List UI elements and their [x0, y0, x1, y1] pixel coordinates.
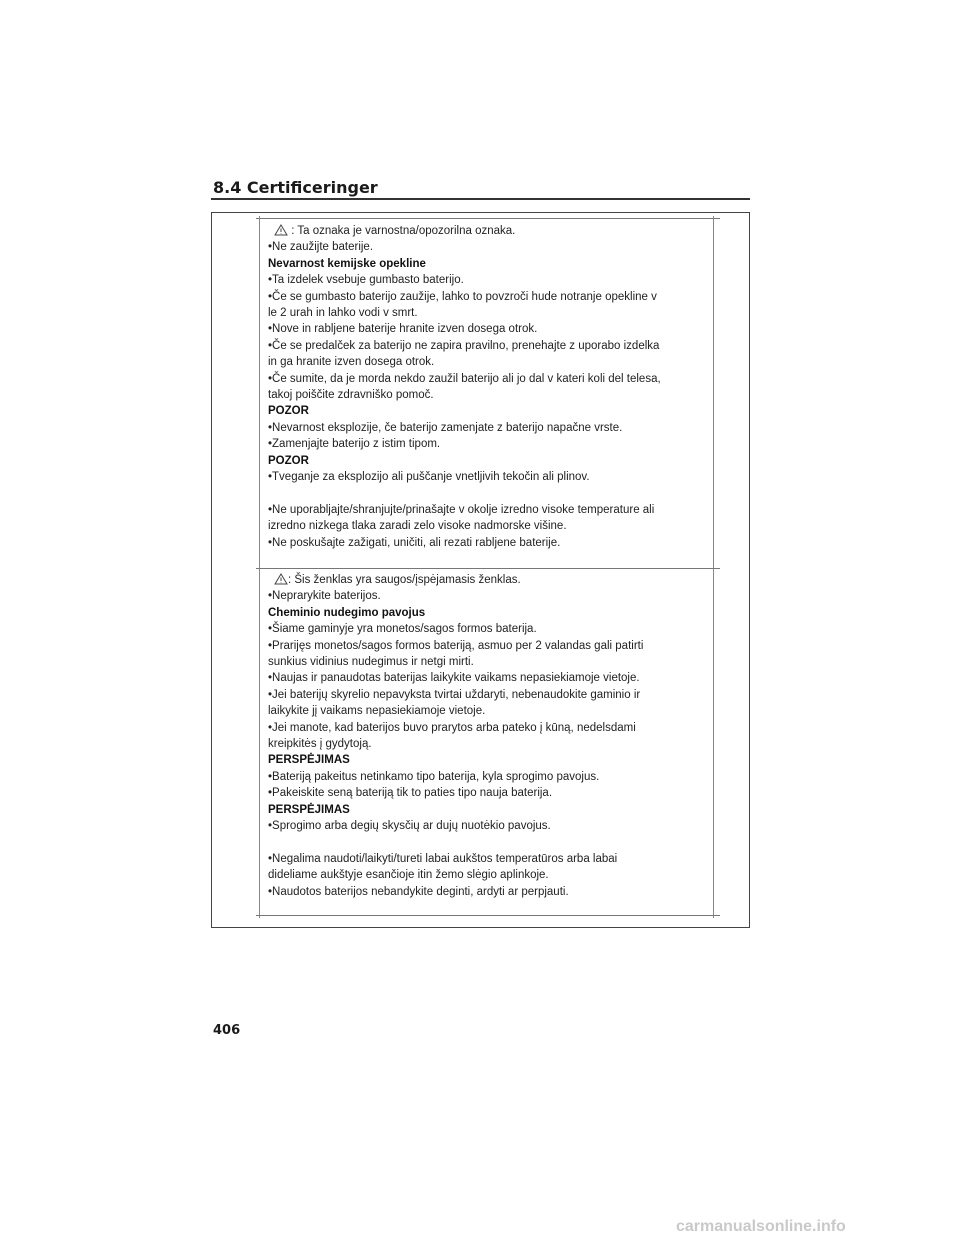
warning-line-text: •Če se predalček za baterijo ne zapira pravilno, prenehajte z uporabo izdelka	[268, 339, 660, 352]
warning-line-text: •Naudotos baterijos nebandykite deginti, ardyti ar perpjauti.	[268, 885, 569, 898]
warning-line	[268, 884, 643, 900]
warning-line	[268, 289, 661, 305]
warning-line	[268, 518, 661, 534]
spacer	[268, 486, 661, 502]
warning-line	[268, 572, 643, 588]
warning-line	[268, 851, 643, 867]
watermark: carmanualsonline.info	[676, 1218, 846, 1235]
warning-line-text: •Bateriją pakeitus netinkamo tipo baterija, kyla sprogimo pavojus.	[268, 770, 600, 783]
warning-line-text: •Neprarykite baterijos.	[268, 590, 381, 603]
warning-line	[268, 638, 643, 654]
warning-line-text: •Sprogimo arba degių skysčių ar dujų nuotėkio pavojus.	[268, 820, 551, 833]
table-top-line	[256, 218, 720, 219]
warning-line-text: •Tveganje za eksplozijo ali puščanje vnetljivih tekočin ali plinov.	[268, 471, 590, 484]
section-title: 8.4 Certificeringer	[213, 178, 378, 197]
warning-heading	[268, 403, 661, 419]
warning-line-text: takoj poiščite zdravniško pomoč.	[268, 389, 434, 402]
table-middle-line	[256, 568, 720, 569]
warning-heading	[268, 256, 661, 272]
warning-line-text: •Prarijęs monetos/sagos formos bateriją, asmuo per 2 valandas gali patirti	[268, 639, 644, 652]
warning-line	[268, 867, 643, 883]
warning-line-text: •Ne poskušajte zažigati, uničiti, ali rezati rabljene baterije.	[268, 536, 561, 549]
warning-line	[268, 654, 643, 670]
warning-line-text: •Če se gumbasto baterijo zaužije, lahko to povzroči hude notranje opekline v	[268, 290, 657, 303]
warning-line-text: •Ne uporabljajte/shranjujte/prinašajte v okolje izredno visoke temperature ali	[268, 503, 655, 516]
warning-line	[268, 736, 643, 752]
spacer	[268, 835, 643, 851]
warning-line-text: : Ta oznaka je varnostna/opozorilna oznaka.	[288, 225, 516, 237]
warning-line-text: •Če sumite, da je morda nekdo zaužil baterijo ali jo dal v kateri koli del telesa,	[268, 372, 661, 385]
warning-line-text: •Ne zaužijte baterije.	[268, 241, 374, 254]
warning-line-text: Nevarnost kemijske opekline	[268, 257, 426, 270]
warning-line-text: le 2 urah in lahko vodi v smrt.	[268, 307, 418, 320]
warning-line	[268, 769, 643, 785]
warning-line	[268, 621, 643, 637]
warning-line	[268, 703, 643, 719]
warning-line-text: •Zamenjajte baterijo z istim tipom.	[268, 438, 441, 451]
warning-line	[268, 785, 643, 801]
warning-line-text: PERSPĖJIMAS	[268, 803, 350, 816]
warning-line	[268, 535, 661, 551]
table-right-line	[713, 216, 714, 918]
warning-line	[268, 223, 661, 239]
warning-line-text: •Pakeiskite seną bateriją tik to paties tipo nauja baterija.	[268, 787, 553, 800]
warning-line-text: •Naujas ir panaudotas baterijas laikykite vaikams nepasiekiamoje vietoje.	[268, 672, 640, 685]
warning-line-text: sunkius vidinius nudegimus ir netgi mirti.	[268, 656, 474, 669]
warning-line-text: dideliame aukštyje esančioje itin žemo slėgio aplinkoje.	[268, 869, 549, 882]
page-number: 406	[213, 1023, 241, 1038]
warning-line-text: •Jei manote, kad baterijos buvo prarytos arba pateko į kūną, nedelsdami	[268, 721, 636, 734]
warning-line-text: POZOR	[268, 405, 309, 418]
warning-line	[268, 272, 661, 288]
warning-line	[268, 371, 661, 387]
warning-line	[268, 321, 661, 337]
warning-line	[268, 354, 661, 370]
warning-line-text: •Negalima naudoti/laikyti/tureti labai aukštos temperatūros arba labai	[268, 852, 618, 865]
warning-line-text: izredno nizkega tlaka zaradi zelo visoke nadmorske višine.	[268, 520, 567, 533]
warning-line	[268, 469, 661, 485]
warning-line-text: •Nove in rabljene baterije hranite izven dosega otrok.	[268, 323, 538, 336]
warning-line-text: •Jei baterijų skyrelio nepavyksta tvirtai uždaryti, nebenaudokite gaminio ir	[268, 688, 641, 701]
table-bottom-line	[256, 915, 720, 916]
warning-triangle-icon	[274, 573, 288, 585]
lithuanian-warning-block	[268, 572, 643, 900]
warning-line	[268, 305, 661, 321]
warning-line-text: laikykite jį vaikams nepasiekiamoje vietoje.	[268, 705, 486, 718]
warning-line	[268, 670, 643, 686]
warning-line	[268, 502, 661, 518]
warning-heading	[268, 802, 643, 818]
warning-line-text: •Nevarnost eksplozije, če baterijo zamenjate z baterijo napačne vrste.	[268, 421, 623, 434]
warning-line	[268, 687, 643, 703]
warning-line	[268, 338, 661, 354]
warning-heading	[268, 453, 661, 469]
warning-line-text: POZOR	[268, 454, 309, 467]
warning-line-text: •Šiame gaminyje yra monetos/sagos formos baterija.	[268, 623, 537, 636]
warning-line	[268, 436, 661, 452]
warning-line-text: PERSPĖJIMAS	[268, 754, 350, 767]
table-left-line	[259, 216, 260, 918]
warning-triangle-icon	[274, 224, 288, 236]
warning-line	[268, 387, 661, 403]
warning-line	[268, 420, 661, 436]
slovenian-warning-block	[268, 223, 661, 551]
warning-heading	[268, 752, 643, 768]
warning-line-text: : Šis ženklas yra saugos/įspėjamasis ženklas.	[288, 574, 521, 586]
warning-heading	[268, 605, 643, 621]
warning-line	[268, 720, 643, 736]
warning-line-text: Cheminio nudegimo pavojus	[268, 606, 426, 619]
warning-line	[268, 588, 643, 604]
warning-line-text: in ga hranite izven dosega otrok.	[268, 356, 435, 369]
header-rule	[211, 198, 750, 200]
warning-line-text: •Ta izdelek vsebuje gumbasto baterijo.	[268, 274, 464, 287]
warning-line	[268, 818, 643, 834]
warning-line	[268, 239, 661, 255]
warning-line-text: kreipkitės į gydytoją.	[268, 738, 372, 751]
